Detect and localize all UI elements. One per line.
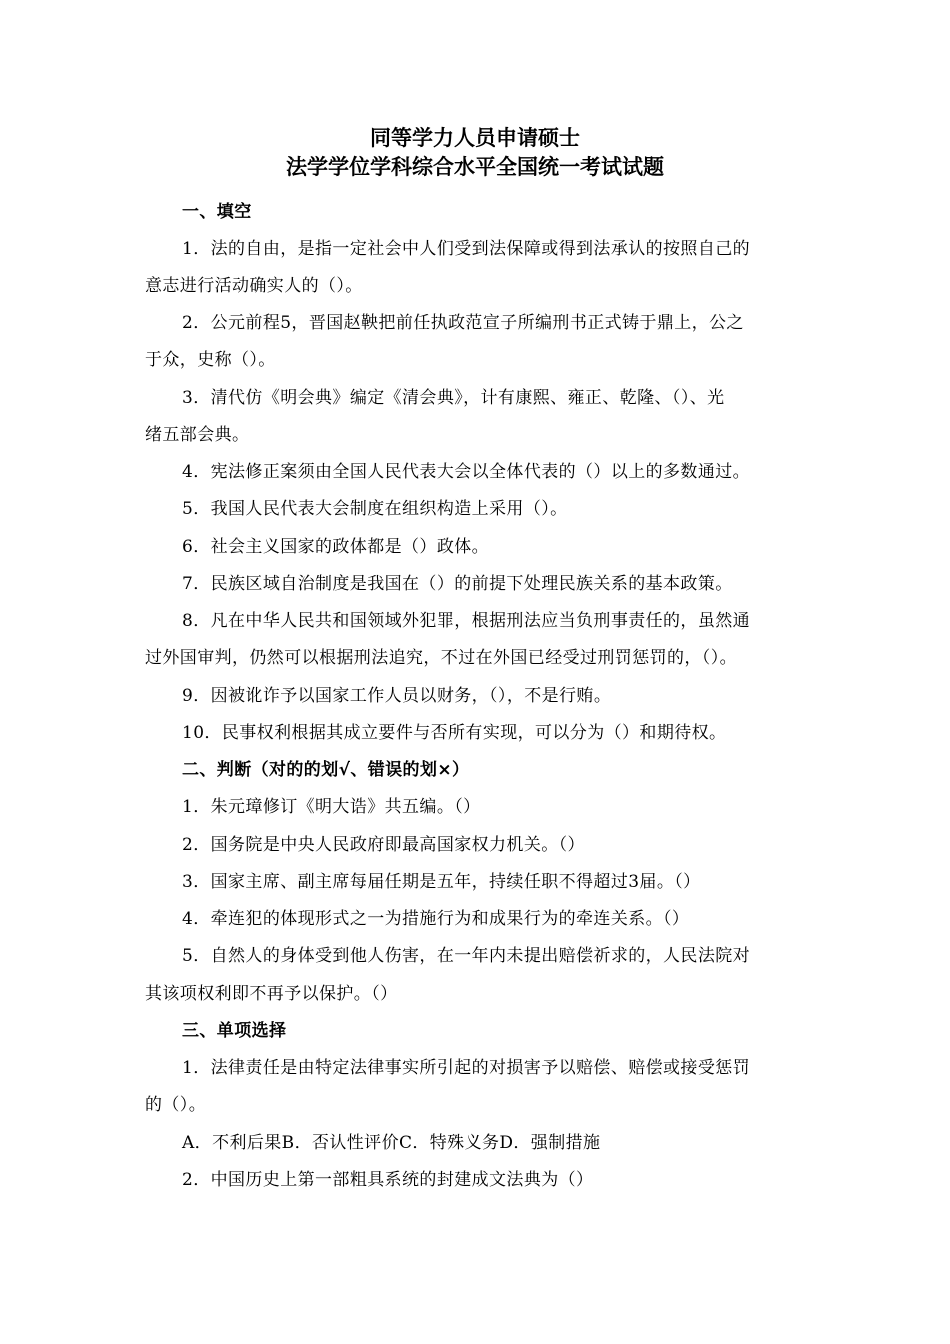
answer-options: A．不利后果B．否认性评价C．特殊义务D．强制措施 [182,1133,601,1153]
question-text: 10．民事权利根据其成立要件与否所有实现，可以分为（）和期待权。 [182,723,727,743]
question-text: 绪五部会典。 [145,425,250,445]
question-text: 1．法的自由，是指一定社会中人们受到法保障或得到法承认的按照自己的 [182,239,751,259]
question-text: 8．凡在中华人民共和国领域外犯罪，根据刑法应当负刑事责任的，虽然通 [182,611,751,631]
question-text: 4．宪法修正案须由全国人民代表大会以全体代表的（）以上的多数通过。 [182,462,751,482]
question-text: 9．因被讹诈予以国家工作人员以财务，（），不是行贿。 [182,686,612,706]
section-heading-judgement: 二、判断（对的的划√、错误的划×） [182,760,470,780]
question-text: 1．法律责任是由特定法律事实所引起的对损害予以赔偿、赔偿或接受惩罚 [182,1058,751,1078]
question-text: 于众，史称（）。 [145,350,276,370]
section-heading-single-choice: 三、单项选择 [182,1021,287,1041]
document-title-line1: 同等学力人员申请硕士 [370,126,580,150]
question-text: 3．清代仿《明会典》编定《清会典》，计有康熙、雍正、乾隆、（）、光 [182,388,725,408]
question-text: 5．我国人民代表大会制度在组织构造上采用（）。 [182,499,568,519]
question-text: 6．社会主义国家的政体都是（）政体。 [182,537,490,557]
question-text: 意志进行活动确实人的（）。 [145,276,363,296]
document-title-line2: 法学学位学科综合水平全国统一考试试题 [286,155,664,179]
question-text: 2．中国历史上第一部粗具系统的封建成文法典为（） [182,1170,594,1190]
question-text: 2．国务院是中央人民政府即最高国家权力机关。（） [182,835,585,855]
section-heading-fill-blank: 一、填空 [182,202,252,222]
question-text: 过外国审判，仍然可以根据刑法追究，不过在外国已经受过刑罚惩罚的，（）。 [145,648,737,668]
question-text: 的（）。 [145,1095,207,1115]
question-text: 5．自然人的身体受到他人伤害，在一年内未提出赔偿祈求的，人民法院对 [182,946,751,966]
question-text: 1．朱元璋修订《明大诰》共五编。（） [182,797,481,817]
question-text: 3．国家主席、副主席每届任期是五年，持续任职不得超过3届。（） [182,872,701,892]
question-text: 2．公元前程5，晋国赵鞅把前任执政范宣子所编刑书正式铸于鼎上，公之 [182,313,744,333]
question-text: 4．牵连犯的体现形式之一为措施行为和成果行为的牵连关系。（） [182,909,690,929]
question-text: 其该项权利即不再予以保护。（） [145,984,398,1004]
question-text: 7．民族区域自治制度是我国在（）的前提下处理民族关系的基本政策。 [182,574,733,594]
